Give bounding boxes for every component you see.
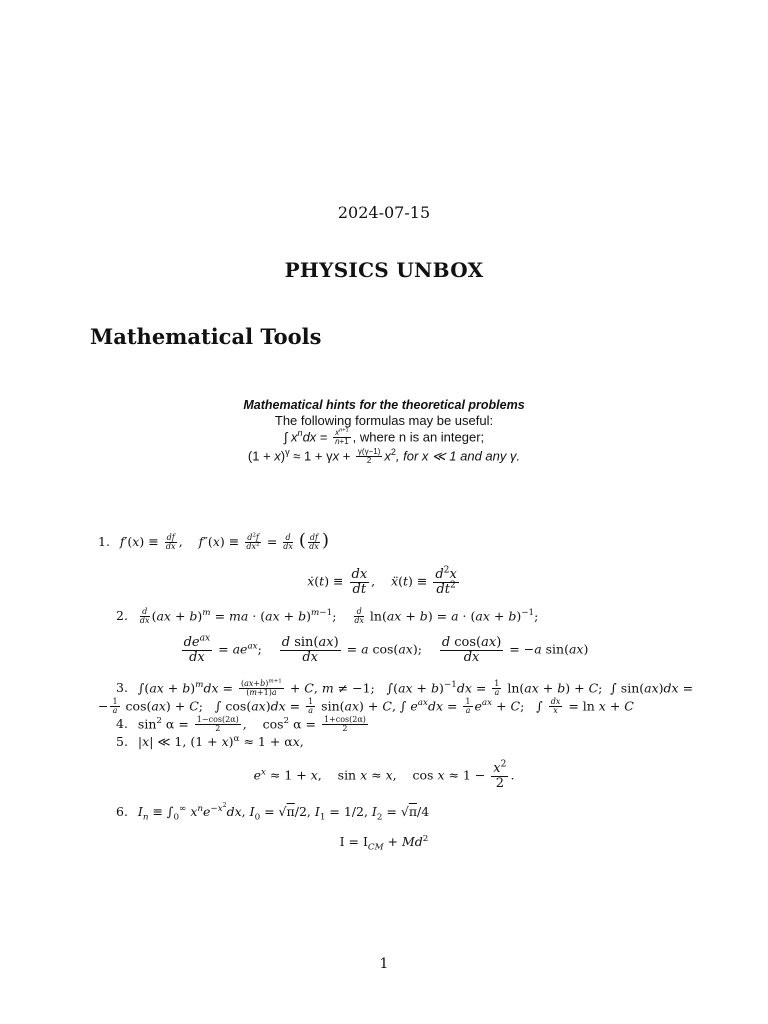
page-number: 1 [379,956,389,972]
formula-3-cont: − $\frac{1}{a}$ cos(ax) + C; ∫ cos(ax)dx = $\frac{1}{a}$ sin(ax) + C, ∫ $e^{ax}dx$ = $\frac{1}{a}$ $e^{ax} + C$; ∫ $\frac{dx}{x}$ = ln x + C [98,697,634,716]
document-title: PHYSICS UNBOX [284,258,484,282]
hint-binomial-note: , for x ≪ 1 and any γ. [395,448,521,464]
formula-5: 5. |x| ≪ 1, $(1 + x)^\alpha \approx 1 + \alpha x$, [116,733,304,749]
hints-title: Mathematical hints for the theoretical problems [243,398,525,412]
hint-integral-note: , where n is an integer; [352,429,485,445]
formula-parallel-axis: $I = I_{CM} + Md^2$ [339,833,429,853]
hint-integral: ∫ $x^ndx$ = $\frac{x^{n+1}}{n+1}$ , where n is an integer; [283,427,485,447]
formula-1: 1. f′(x) ≡ $\frac{df}{dx}$ , f″(x) ≡ $\frac{d^2f}{dx^2}$ = $\frac{d}{dx}$ ( $\frac{df}{dx}$ ) [98,530,330,551]
hints-intro: The following formulas may be useful: [274,413,494,428]
formula-6: 6. $I_n \equiv \int_0^\infty$ $x^ne^{-x^2}dx$, $I_0 = √\pi/2$, $I_1 = 1/2$, $I_2 = √\pi/4$ [116,801,430,823]
formula-2: 2. $\frac{d}{dx}$ (ax + b)$^m$ = ma · (ax + b)$^{m-1}$; $\frac{d}{dx}$ ln(ax + b) = a · (ax + b)$^{-1}$; [116,607,539,626]
formula-derivatives-time: ẋ(t) ≡ $\frac{dx}{dt}$ , ẍ(t) ≡ $\frac{d^2x}{dt^2}$ [307,565,457,597]
formula-small-angle: $e^x \approx 1 + x$, sin x ≈ x, cos x ≈ 1 − $\frac{x^2}{2}$ . [253,759,515,791]
formula-3: 3. ∫(ax + b)$^m$dx = $\frac{(ax+b)^{m+1}}{(m+1)a}$ + C, m ≠ −1; ∫(ax + b)$^{-1}$dx = $\frac{1}{a}$ ln(ax + b) + C; ∫ sin(ax)dx = [116,678,694,698]
formula-4: 4. $\sin^2 \alpha$ = $\frac{1-\cos(2\alpha)}{2}$ , $\cos^2 \alpha$ = $\frac{1+\cos(2\alpha)}{2}$ [116,715,366,734]
formula-exp-trig-derivatives: $\frac{de^{ax}}{dx}$ = $ae^{ax}$; $\frac{\text{d sin(ax)}}{dx}$ = a cos(ax); $\frac{\text{d cos(ax)}}{dx}$ = −a sin(ax) [183,633,589,665]
hints-block [200,398,568,466]
section-heading: Mathematical Tools [90,324,322,349]
document-date: 2024-07-15 [337,203,431,222]
hint-binomial: $(1 + x)^\gamma \approx 1 + \gamma x$ + $\frac{\gamma(\gamma-1)}{2}$ $x^2$, for x ≪ 1 and any γ. [247,446,521,466]
